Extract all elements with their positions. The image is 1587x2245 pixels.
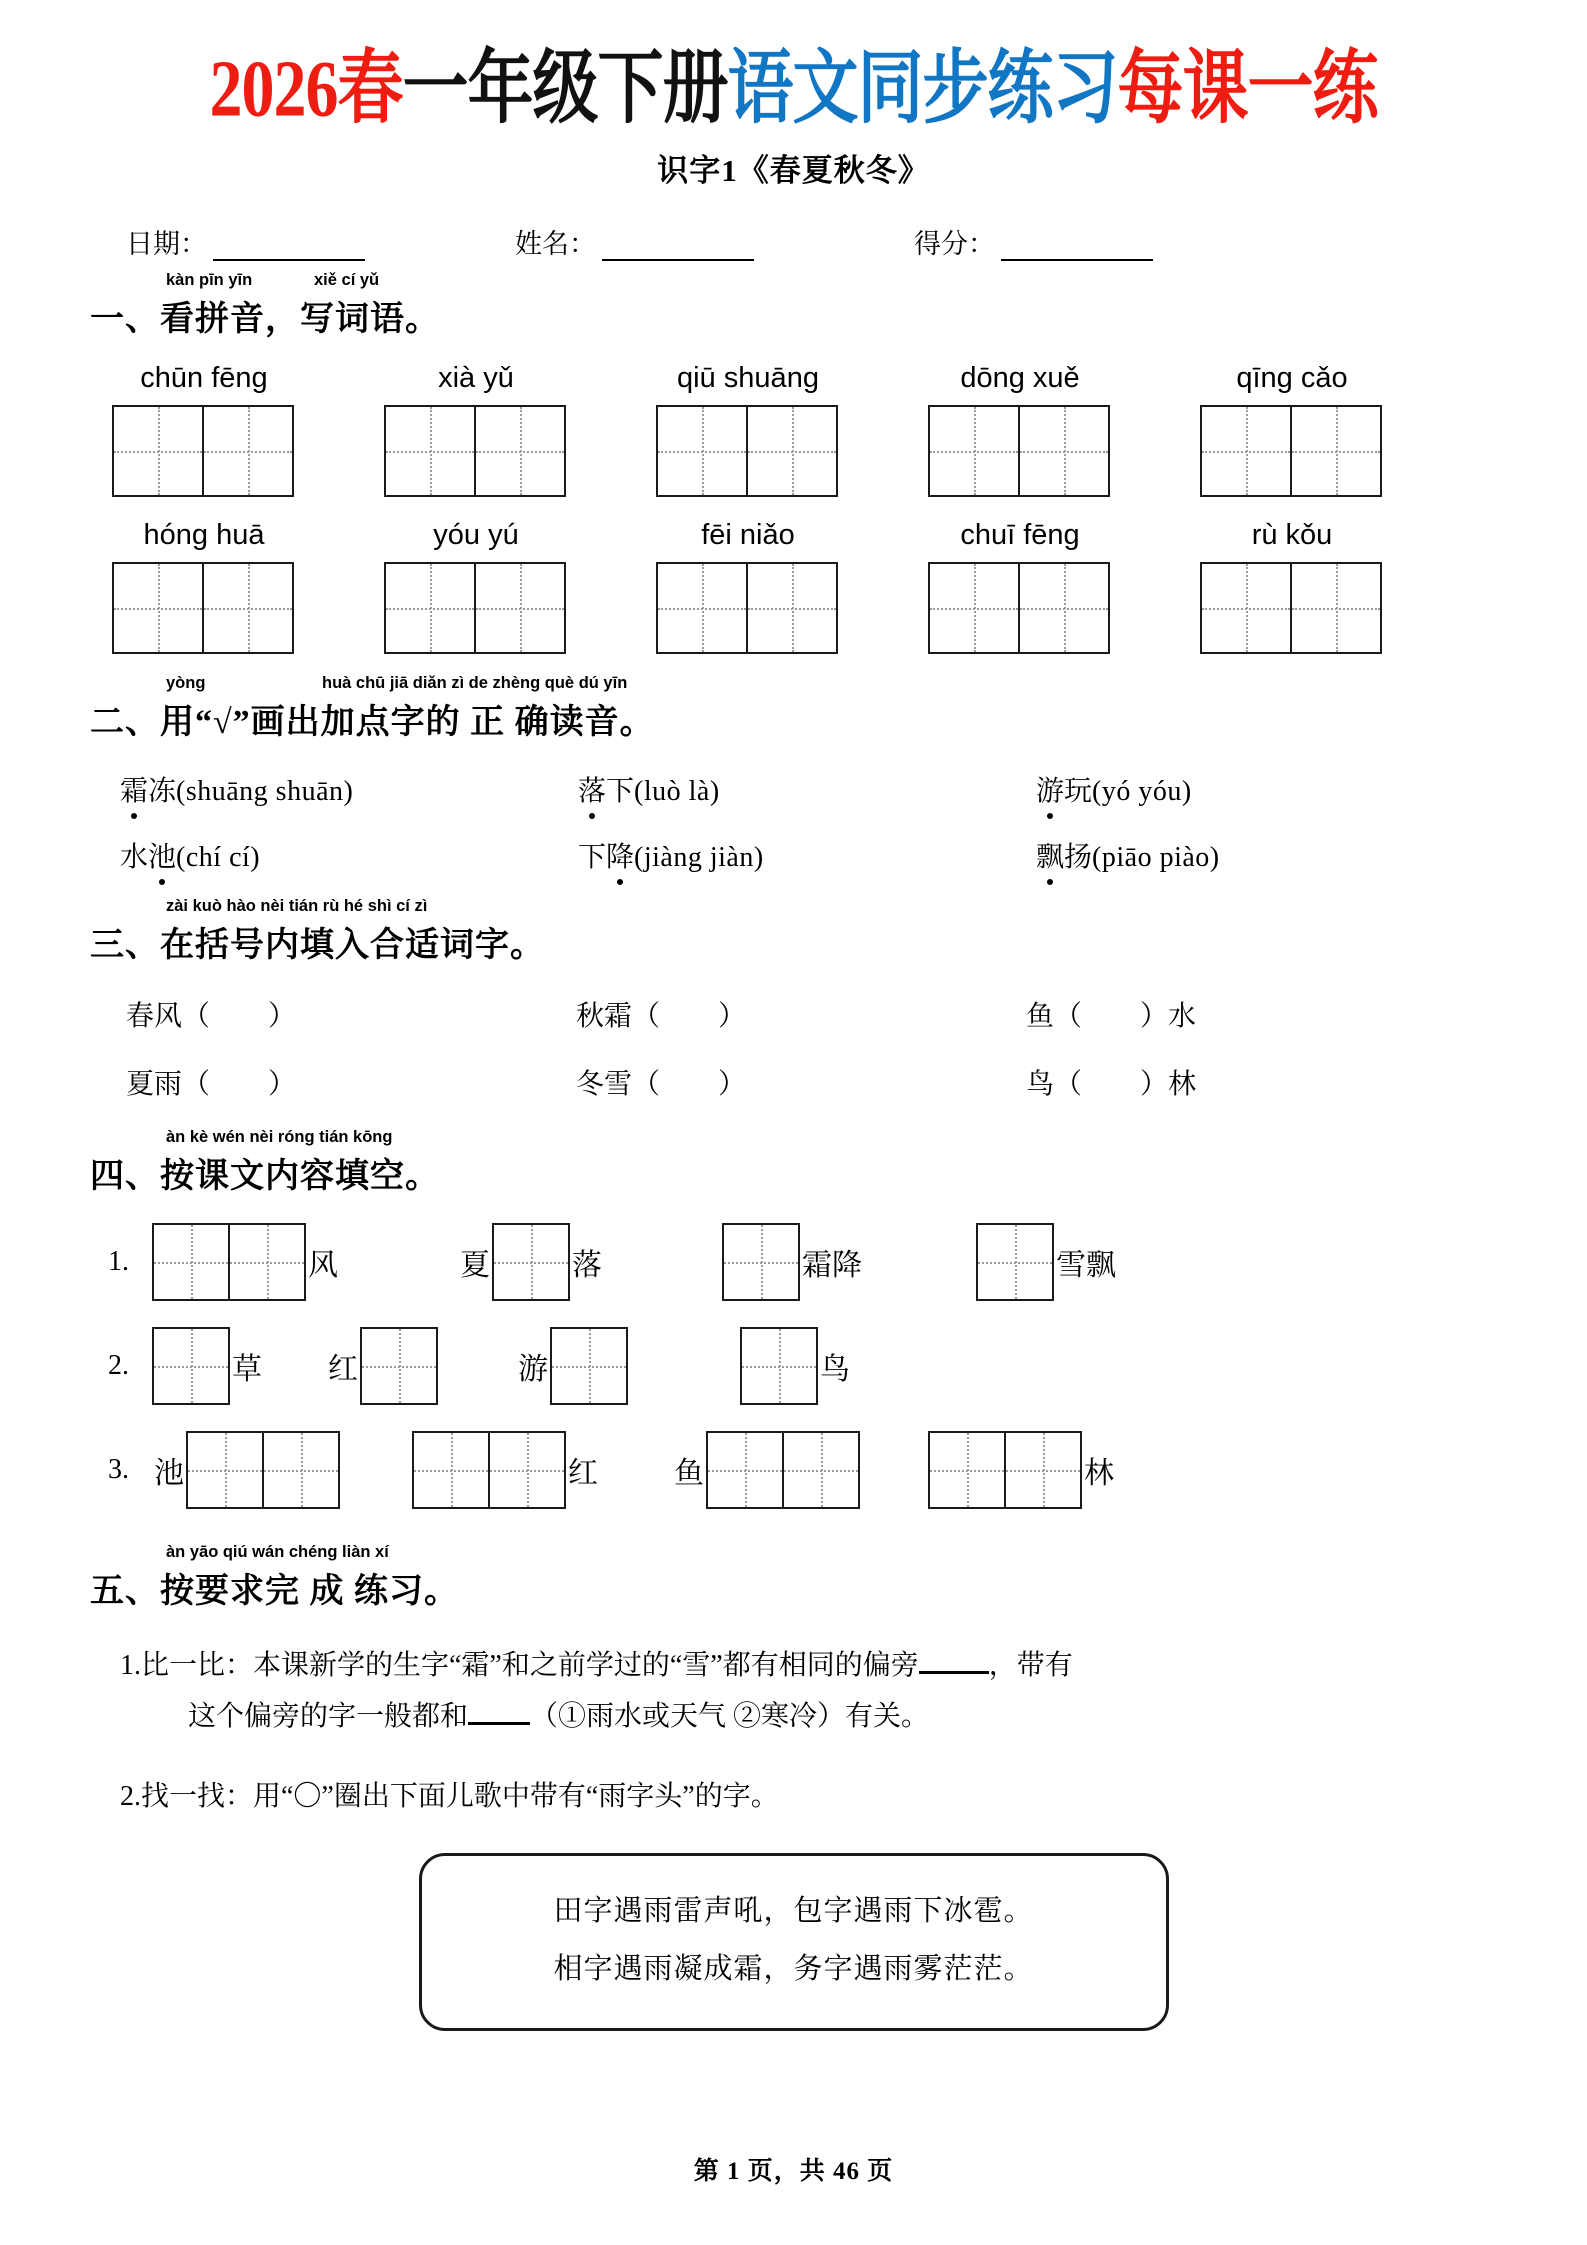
tianzige-cell[interactable] (1200, 562, 1292, 654)
pinyin-label: chūn fēng (140, 361, 268, 394)
name-label: 姓名： (515, 228, 596, 259)
dotted-char: 飘 (1036, 835, 1064, 875)
section-2 (90, 674, 1497, 875)
pronunciation-choice[interactable] (120, 769, 578, 809)
pinyin-options[interactable]: (yó yóu) (1092, 775, 1192, 807)
fill-slot[interactable] (458, 1223, 604, 1301)
tianzige-pair[interactable] (112, 405, 294, 497)
tianzige-cell[interactable] (656, 405, 748, 497)
pinyin-label: chuī fēng (960, 518, 1080, 551)
section-4-pinyin: àn kè wén nèi róng tián kōng (166, 1127, 393, 1146)
word-cell (928, 519, 1200, 654)
item-1-text-b: ，带有 (988, 1649, 1073, 1681)
item-suffix: ） (268, 1068, 297, 1100)
pinyin-options[interactable]: (jiàng jiàn) (634, 841, 764, 873)
section-1-pinyin-b: xiě cí yǔ (314, 270, 380, 289)
spacer (754, 222, 914, 261)
pronunciation-choice[interactable] (578, 835, 1036, 875)
slot-suffix: 鸟 (820, 1352, 850, 1386)
section-5-heading: 五、按要求完 成 练习。 (90, 1572, 459, 1610)
tianzige-cell[interactable] (228, 1223, 306, 1301)
slot-prefix: 鱼 (674, 1456, 704, 1490)
pinyin-options[interactable]: (chí cí) (176, 841, 261, 873)
section-5 (90, 1543, 1497, 2031)
tianzige-cell[interactable] (746, 562, 838, 654)
bracket-fill-item[interactable] (1026, 1062, 1476, 1102)
pinyin-label: fēi niǎo (701, 518, 795, 551)
answer-grid[interactable] (656, 562, 840, 654)
title-part-year: 2026春 (209, 44, 403, 134)
section-1-row-2 (90, 519, 1497, 654)
item-1-line-2 (120, 1691, 1497, 1743)
checkmark-icon: √ (213, 703, 233, 741)
answer-grid[interactable] (384, 562, 568, 654)
section-2-row-1 (90, 769, 1497, 809)
tianzige-cell[interactable] (928, 1431, 1006, 1509)
tianzige-pair[interactable] (656, 562, 838, 654)
section-4-row-2 (90, 1327, 1497, 1405)
item-1-line-1 (120, 1640, 1497, 1692)
score-field-group (914, 222, 1153, 261)
item-2-text: 2.找一找：用“〇”圈出下面儿歌中带有“雨字头”的字。 (120, 1781, 779, 1813)
tianzige-cell[interactable] (1200, 405, 1292, 497)
slot-suffix: 雪飘 (1056, 1248, 1116, 1282)
quote-close: ” (232, 703, 251, 741)
slot-suffix: 草 (232, 1352, 262, 1386)
tianzige-pair[interactable] (928, 562, 1110, 654)
tianzige-cell[interactable] (202, 562, 294, 654)
section-5-pinyin: àn yāo qiú wán chéng liàn xí (166, 1542, 389, 1561)
item-suffix: ） (718, 1000, 747, 1032)
title-part-grade: 一年级下册 (402, 44, 728, 134)
answer-grid[interactable] (112, 405, 296, 497)
tianzige-pair[interactable] (186, 1431, 340, 1509)
fill-slot[interactable] (326, 1327, 438, 1405)
fill-slot[interactable] (928, 1431, 1116, 1509)
tianzige-cell[interactable] (746, 405, 838, 497)
section-2-heading-row (90, 674, 1497, 743)
tianzige-cell[interactable] (474, 562, 566, 654)
item-suffix: ）水 (1140, 1000, 1197, 1032)
word-cell (656, 519, 928, 654)
tianzige-cell[interactable] (1018, 562, 1110, 654)
student-info-row (90, 222, 1497, 261)
tianzige-cell[interactable] (550, 1327, 628, 1405)
fill-slot[interactable] (740, 1327, 852, 1405)
tianzige-cell[interactable] (976, 1223, 1054, 1301)
answer-grid[interactable] (384, 405, 568, 497)
title-block (90, 0, 1497, 190)
word-cell (112, 519, 384, 654)
score-label: 得分： (914, 228, 995, 259)
fill-slot[interactable] (516, 1327, 628, 1405)
dotted-char: 池 (148, 835, 176, 875)
tianzige-cell[interactable] (1004, 1431, 1082, 1509)
tianzige-cell[interactable] (1290, 405, 1382, 497)
section-2-pinyin-a: yòng (166, 673, 206, 692)
dotted-char: 霜 (120, 769, 148, 809)
word-suffix: 扬 (1064, 841, 1093, 873)
word-cell (384, 362, 656, 497)
score-input-blank[interactable] (1001, 233, 1153, 261)
row-number: 3. (108, 1453, 129, 1485)
tianzige-cell[interactable] (1290, 562, 1382, 654)
answer-grid[interactable] (1200, 405, 1384, 497)
tianzige-cell[interactable] (412, 1431, 490, 1509)
section-1-heading-row (90, 271, 1497, 340)
section-2-row-2 (90, 835, 1497, 875)
section-1-row-1 (90, 362, 1497, 497)
section-2-heading-part2: 画出加点字的 正 确读音。 (250, 703, 655, 741)
section-1-pinyin-a: kàn pīn yīn (166, 270, 253, 289)
item-1-text-d: （①雨水或天气 ②寒冷）有关。 (530, 1701, 930, 1733)
word-suffix: 玩 (1064, 775, 1093, 807)
choice-answer-blank[interactable] (468, 1698, 530, 1725)
bracket-fill-item[interactable] (576, 1062, 1026, 1102)
radical-answer-blank[interactable] (919, 1647, 989, 1674)
slot-suffix: 霜降 (802, 1248, 862, 1282)
tianzige-cell[interactable] (492, 1223, 570, 1301)
tianzige-cell[interactable] (360, 1327, 438, 1405)
item-suffix: ） (718, 1068, 747, 1100)
section-3-heading-row (90, 897, 1497, 966)
item-suffix: ） (268, 1000, 297, 1032)
section-3 (90, 897, 1497, 1102)
section-4-heading-row (90, 1128, 1497, 1197)
item-1-text-c: 这个偏旁的字一般都和 (188, 1701, 469, 1733)
dotted-char: 游 (1036, 769, 1064, 809)
fill-slot[interactable] (152, 1327, 264, 1405)
pronunciation-choice[interactable] (1036, 835, 1494, 875)
item-1-text-a: 1.比一比：本课新学的生字“霜”和之前学过的“雪”都有相同的偏旁 (120, 1649, 919, 1681)
tianzige-pair[interactable] (152, 1223, 306, 1301)
item-prefix: 鱼（ (1026, 1000, 1083, 1032)
pronunciation-choice[interactable] (120, 835, 578, 875)
pinyin-options[interactable]: (shuāng shuān) (176, 775, 354, 807)
slot-prefix: 游 (518, 1352, 548, 1386)
tianzige-cell[interactable] (384, 562, 476, 654)
word-prefix: 水 (120, 841, 149, 873)
tianzige-cell[interactable] (722, 1223, 800, 1301)
fill-slot[interactable] (152, 1223, 340, 1301)
tianzige-cell[interactable] (202, 405, 294, 497)
tianzige-cell[interactable] (112, 562, 204, 654)
pinyin-label: yóu yú (433, 518, 519, 551)
word-cell (928, 362, 1200, 497)
fill-slot[interactable] (412, 1431, 600, 1509)
tianzige-pair[interactable] (112, 562, 294, 654)
tianzige-cell[interactable] (1018, 405, 1110, 497)
answer-grid[interactable] (928, 405, 1112, 497)
pinyin-options[interactable]: (piāo piào) (1092, 841, 1220, 873)
pinyin-label: qīng cǎo (1236, 361, 1348, 394)
slot-prefix: 红 (328, 1352, 358, 1386)
section-4-row-3 (90, 1431, 1497, 1509)
tianzige-cell[interactable] (474, 405, 566, 497)
tianzige-cell[interactable] (928, 405, 1020, 497)
section-3-row-2 (90, 1062, 1497, 1102)
date-label: 日期： (126, 228, 207, 259)
section-3-row-1 (90, 994, 1497, 1034)
date-field-group (126, 222, 365, 261)
lesson-subtitle: 识字1《春夏秋冬》 (657, 152, 930, 188)
page-footer: 第 1 页，共 46 页 (693, 2158, 894, 2185)
name-input-blank[interactable] (602, 233, 754, 261)
tianzige-cell[interactable] (186, 1431, 264, 1509)
tianzige-pair[interactable] (384, 562, 566, 654)
item-prefix: 秋霜（ (576, 1000, 661, 1032)
section-1 (90, 271, 1497, 654)
section-2-heading-part1: 二、用 (90, 703, 195, 741)
item-prefix: 春风（ (126, 1000, 211, 1032)
word-cell (656, 362, 928, 497)
section-5-item-2 (90, 1771, 1497, 1823)
answer-grid[interactable] (1200, 562, 1384, 654)
section-4-row-1 (90, 1223, 1497, 1301)
bracket-fill-item[interactable] (126, 1062, 576, 1102)
section-5-item-1 (90, 1640, 1497, 1744)
tianzige-cell[interactable] (152, 1223, 230, 1301)
section-1-heading: 一、看拼音，写词语。 (90, 300, 440, 338)
answer-grid[interactable] (112, 562, 296, 654)
slot-prefix: 夏 (460, 1248, 490, 1282)
section-3-pinyin: zài kuò hào nèi tián rù hé shì cí zì (166, 896, 428, 915)
tianzige-pair[interactable] (656, 405, 838, 497)
tianzige-pair[interactable] (706, 1431, 860, 1509)
tianzige-pair[interactable] (928, 1431, 1082, 1509)
tianzige-cell[interactable] (384, 405, 476, 497)
pinyin-label: hóng huā (143, 518, 265, 551)
tianzige-cell[interactable] (152, 1327, 230, 1405)
word-cell (1200, 519, 1472, 654)
dotted-char: 落 (578, 769, 606, 809)
tianzige-cell[interactable] (112, 405, 204, 497)
word-suffix: 下 (606, 775, 635, 807)
pinyin-label: rù kǒu (1251, 518, 1333, 551)
tianzige-cell[interactable] (928, 562, 1020, 654)
answer-grid[interactable] (928, 562, 1112, 654)
word-cell (384, 519, 656, 654)
section-2-pinyin-b: huà chū jiā diǎn zì de zhèng què dú yīn (322, 673, 628, 692)
section-5-heading-row (90, 1543, 1497, 1612)
bracket-fill-item[interactable] (576, 994, 1026, 1034)
main-title (90, 46, 1497, 135)
tianzige-pair[interactable] (384, 405, 566, 497)
word-prefix: 下 (578, 841, 607, 873)
fill-slot[interactable] (152, 1431, 340, 1509)
pronunciation-choice[interactable] (1036, 769, 1494, 809)
tianzige-pair[interactable] (412, 1431, 566, 1509)
pinyin-label: dōng xuě (960, 361, 1080, 394)
pinyin-label: xià yǔ (438, 361, 514, 394)
word-cell (1200, 362, 1472, 497)
bracket-fill-item[interactable] (126, 994, 576, 1034)
rhyme-box (419, 1853, 1169, 2031)
tianzige-pair[interactable] (928, 405, 1110, 497)
spacer (365, 222, 515, 261)
word-cell (112, 362, 384, 497)
fill-slot[interactable] (672, 1431, 860, 1509)
section-4-heading: 四、按课文内容填空。 (90, 1157, 440, 1195)
pinyin-label: qiū shuāng (677, 361, 819, 394)
row-number: 2. (108, 1349, 129, 1381)
tianzige-cell[interactable] (488, 1431, 566, 1509)
tianzige-pair[interactable] (1200, 562, 1382, 654)
rhyme-line-2: 相字遇雨凝成霜，务字遇雨雾茫茫。 (553, 1952, 1034, 1985)
tianzige-cell[interactable] (706, 1431, 784, 1509)
bracket-fill-item[interactable] (1026, 994, 1476, 1034)
word-suffix: 冻 (148, 775, 177, 807)
section-3-heading: 三、在括号内填入合适词字。 (90, 926, 545, 964)
date-input-blank[interactable] (213, 233, 365, 261)
section-4 (90, 1128, 1497, 1509)
item-suffix: ）林 (1140, 1068, 1197, 1100)
pronunciation-choice[interactable] (578, 769, 1036, 809)
item-prefix: 冬雪（ (576, 1068, 661, 1100)
row-number: 1. (108, 1245, 129, 1277)
slot-suffix: 红 (568, 1456, 598, 1490)
item-prefix: 夏雨（ (126, 1068, 211, 1100)
slot-suffix: 风 (308, 1248, 338, 1282)
quote-open: “ (195, 703, 213, 741)
title-part-subject: 语文同步练习 (727, 44, 1118, 134)
dotted-char: 降 (606, 835, 634, 875)
fill-slot[interactable] (722, 1223, 864, 1301)
answer-grid[interactable] (656, 405, 840, 497)
tianzige-cell[interactable] (782, 1431, 860, 1509)
tianzige-cell[interactable] (262, 1431, 340, 1509)
rhyme-line-1: 田字遇雨雷声吼，包字遇雨下冰雹。 (553, 1894, 1034, 1927)
tianzige-cell[interactable] (740, 1327, 818, 1405)
title-part-series: 每课一练 (1117, 44, 1378, 134)
item-prefix: 鸟（ (1026, 1068, 1083, 1100)
tianzige-pair[interactable] (1200, 405, 1382, 497)
slot-prefix: 池 (154, 1456, 184, 1490)
name-field-group (515, 222, 754, 261)
fill-slot[interactable] (976, 1223, 1118, 1301)
slot-suffix: 落 (572, 1248, 602, 1282)
slot-suffix: 林 (1084, 1456, 1114, 1490)
tianzige-cell[interactable] (656, 562, 748, 654)
pinyin-options[interactable]: (luò là) (634, 775, 720, 807)
